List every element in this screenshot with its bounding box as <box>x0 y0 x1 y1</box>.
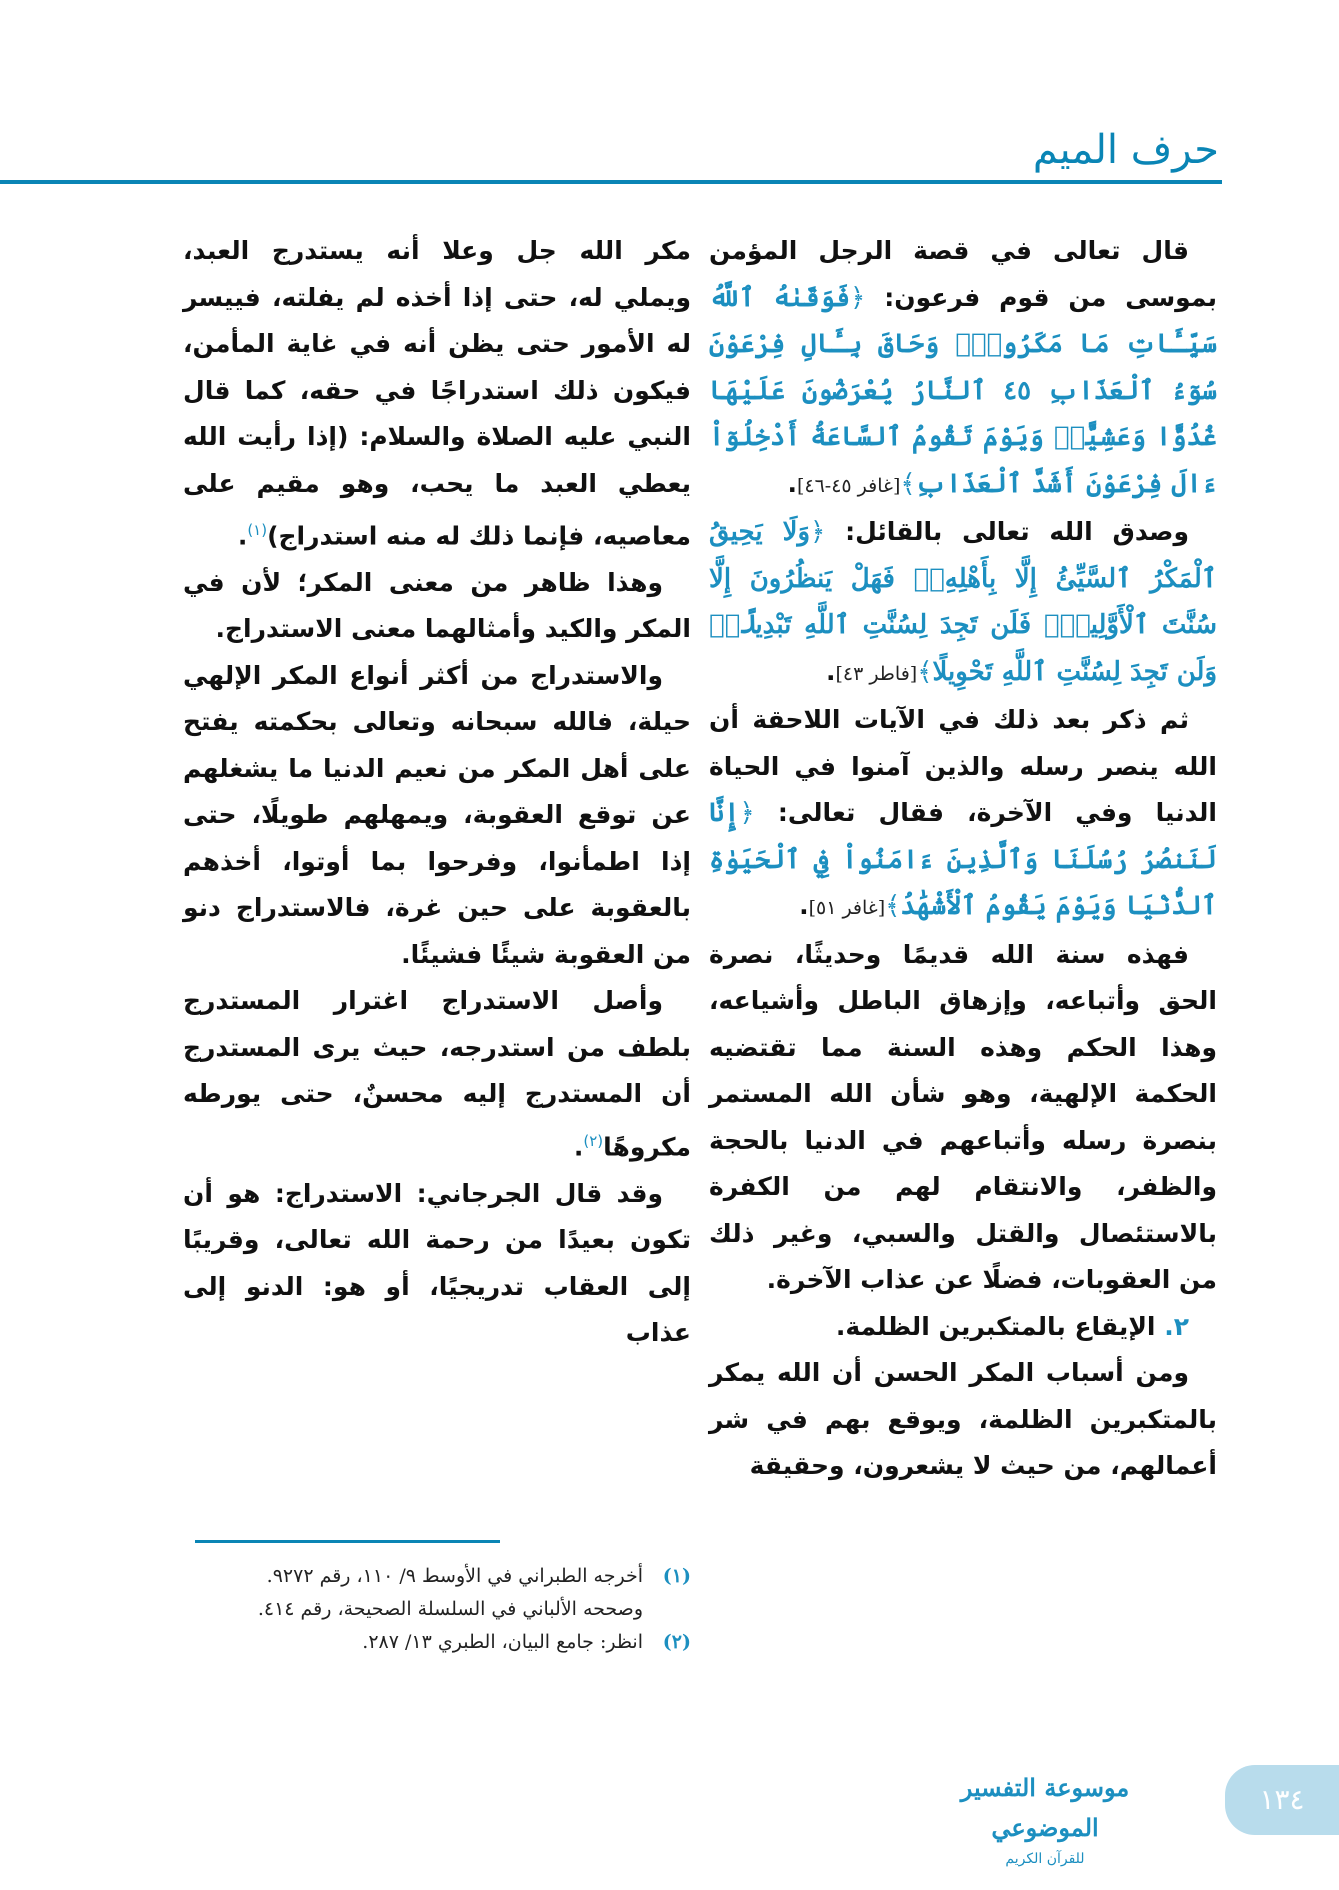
footnote-marker[interactable]: (١) <box>247 521 268 539</box>
footnote-1 <box>183 1560 691 1593</box>
footnote-2 <box>183 1626 691 1659</box>
paragraph <box>183 228 691 560</box>
footnotes <box>183 1560 691 1659</box>
paragraph: ومن أسباب المكر الحسن أن الله يمكر بالمتكبرين الظلمة، ويوقع بهم في شر أعمالهم، من حيث لا يشعرون، وحقيقة <box>709 1358 1217 1480</box>
quran-verse: وَلَا يَحِيقُ ٱلْمَكْرُ ٱلسَّيِّئُ إِلَّا بِأَهْلِهِۦۚ فَهَلْ يَنظُرُونَ إِلَّا سُنَّتَ ٱلْأَوَّلِينَۚ فَلَن تَجِدَ لِسُنَّتِ ٱللَّهِ تَبْدِيلًاۖ وَلَن تَجِدَ لِسُنَّتِ ٱللَّهِ تَحْوِيلًا <box>709 517 1217 687</box>
ayah-open-bracket: ﴿ <box>850 282 866 313</box>
paragraph <box>709 697 1217 932</box>
period: . <box>787 468 797 498</box>
period: . <box>799 891 809 920</box>
section-heading <box>709 1304 1217 1351</box>
book-logo <box>930 1768 1160 1867</box>
footnote-continuation: وصححه الألباني في السلسلة الصحيحة، رقم ٤١٤. <box>257 1598 643 1620</box>
heading-text: الإيقاع بالمتكبرين الظلمة. <box>835 1311 1156 1341</box>
footnote-text: انظر: جامع البيان، الطبري ١٣/ ٢٨٧. <box>362 1631 643 1653</box>
book-title: موسوعة التفسير الموضوعي <box>960 1773 1130 1842</box>
ayah-close-bracket: ﴾ <box>917 656 933 687</box>
paragraph: والاستدراج من أكثر أنواع المكر الإلهي حيلة، فالله سبحانه وتعالى بحكمته يفتح على أهل المكر من نعيم الدنيا ما يشغلهم عن توقع العقوبة، ويمهلهم طويلًا، حتى إذا اطمأنوا، وفرحوا بما أوتوا، أخذهم بالعقوبة على حين غرة، فالاستدراج دنو من العقوبة شيئًا فشيئًا. <box>183 660 691 969</box>
chapter-title: حرف الميم <box>1032 127 1219 173</box>
book-subtitle: للقرآن الكريم <box>1005 1851 1085 1867</box>
period: . <box>573 1132 584 1162</box>
paragraph-text: وأصل الاستدراج اغترار المستدرج بلطف من استدرجه، حيث يرى المستدرج أن المستدرج إليه محسنٌ، حتى يورطه مكروهًا <box>183 986 691 1162</box>
verse-reference: [فاطر ٤٣] <box>835 662 918 685</box>
footnote-text: أخرجه الطبراني في الأوسط ٩/ ١١٠، رقم ٩٢٧٢. <box>266 1565 643 1587</box>
paragraph <box>183 978 691 1170</box>
period: . <box>237 521 248 551</box>
heading-number: ٢. <box>1164 1311 1189 1341</box>
footnote-divider <box>195 1540 500 1543</box>
paragraph <box>709 228 1217 509</box>
paragraph: وقد قال الجرجاني: الاستدراج: هو أن تكون بعيدًا من رحمة الله تعالى، وقريبًا إلى العقاب تدريجيًا، أو هو: الدنو إلى عذاب <box>183 1178 691 1348</box>
paragraph-text: قال تعالى في قصة الرجل المؤمن بموسى من قوم فرعون: <box>709 236 1217 312</box>
quran-verse: إِنَّا لَنَنصُرُ رُسُلَنَا وَٱلَّذِينَ ءَامَنُواْ فِي ٱلْحَيَوٰةِ ٱلدُّنْيَا وَيَوْمَ يَقُومُ ٱلْأَشْهَٰدُ <box>709 798 1217 921</box>
header-divider <box>0 180 1222 184</box>
verse-reference: [غافر ٤٥-٤٦] <box>796 474 901 497</box>
paragraph-text: وصدق الله تعالى بالقائل: <box>825 517 1190 546</box>
right-column <box>709 228 1217 1490</box>
ayah-close-bracket: ﴾ <box>885 891 901 921</box>
paragraph <box>709 509 1217 697</box>
paragraph: فهذه سنة الله قديمًا وحديثًا، نصرة الحق وأتباعه، وإزهاق الباطل وأشياعه، وهذا الحكم وهذه السنة مما تقتضيه الحكمة الإلهية، وهو شأن الله المستمر بنصرة رسله وأتباعهم في الدنيا بالحجة والظفر، والانتقام لهم من الكفرة بالاستئصال والقتل والسبي، وغير ذلك من العقوبات، فضلًا عن عذاب الآخرة. <box>709 939 1217 1294</box>
period: . <box>825 656 836 686</box>
footnote-number: (٢) <box>662 1631 691 1653</box>
page-number: ١٣٤ <box>1225 1765 1339 1835</box>
ayah-open-bracket: ﴿ <box>810 517 826 547</box>
paragraph: وهذا ظاهر من معنى المكر؛ لأن في المكر والكيد وأمثالهما معنى الاستدراج. <box>183 567 691 644</box>
hadith-quote: (إذا رأيت الله يعطي العبد ما يحب، وهو مقيم على معاصيه، فإنما ذلك له منه استدراج) <box>183 422 691 551</box>
verse-reference: [غافر ٥١] <box>808 897 886 919</box>
paragraph-text: ثم ذكر بعد ذلك في الآيات اللاحقة أن الله ينصر رسله والذين آمنوا في الحياة الدنيا وفي الآخرة، فقال تعالى: <box>709 705 1217 827</box>
footnote-number: (١) <box>662 1565 691 1587</box>
footnote-marker[interactable]: (٢) <box>583 1131 604 1150</box>
paragraph-text: مكر الله جل وعلا أنه يستدرج العبد، ويملي له، حتى إذا أخذه لم يفلته، فييسر له الأمور حتى يظن أنه في غاية المأمن، فيكون ذلك استدراجًا في حقه، كما قال النبي عليه الصلاة والسلام: <box>183 236 691 451</box>
left-column <box>183 228 691 1357</box>
ayah-open-bracket: ﴿ <box>739 798 755 828</box>
ayah-close-bracket: ﴾ <box>900 468 916 499</box>
quran-verse: فَوَقَىٰهُ ٱللَّهُ سَيِّـَٔاتِ مَا مَكَرُواْۖ وَحَاقَ بِـَٔالِ فِرْعَوْنَ سُوٓءُ ٱلْعَذَابِ ٤٥ ٱلنَّارُ يُعْرَضُونَ عَلَيْهَا غُدُوًّا وَعَشِيًّاۚ وَيَوْمَ تَقُومُ ٱلسَّاعَةُ أَدْخِلُوٓاْ ءَالَ فِرْعَوْنَ أَشَدَّ ٱلْعَذَابِ <box>709 282 1218 499</box>
